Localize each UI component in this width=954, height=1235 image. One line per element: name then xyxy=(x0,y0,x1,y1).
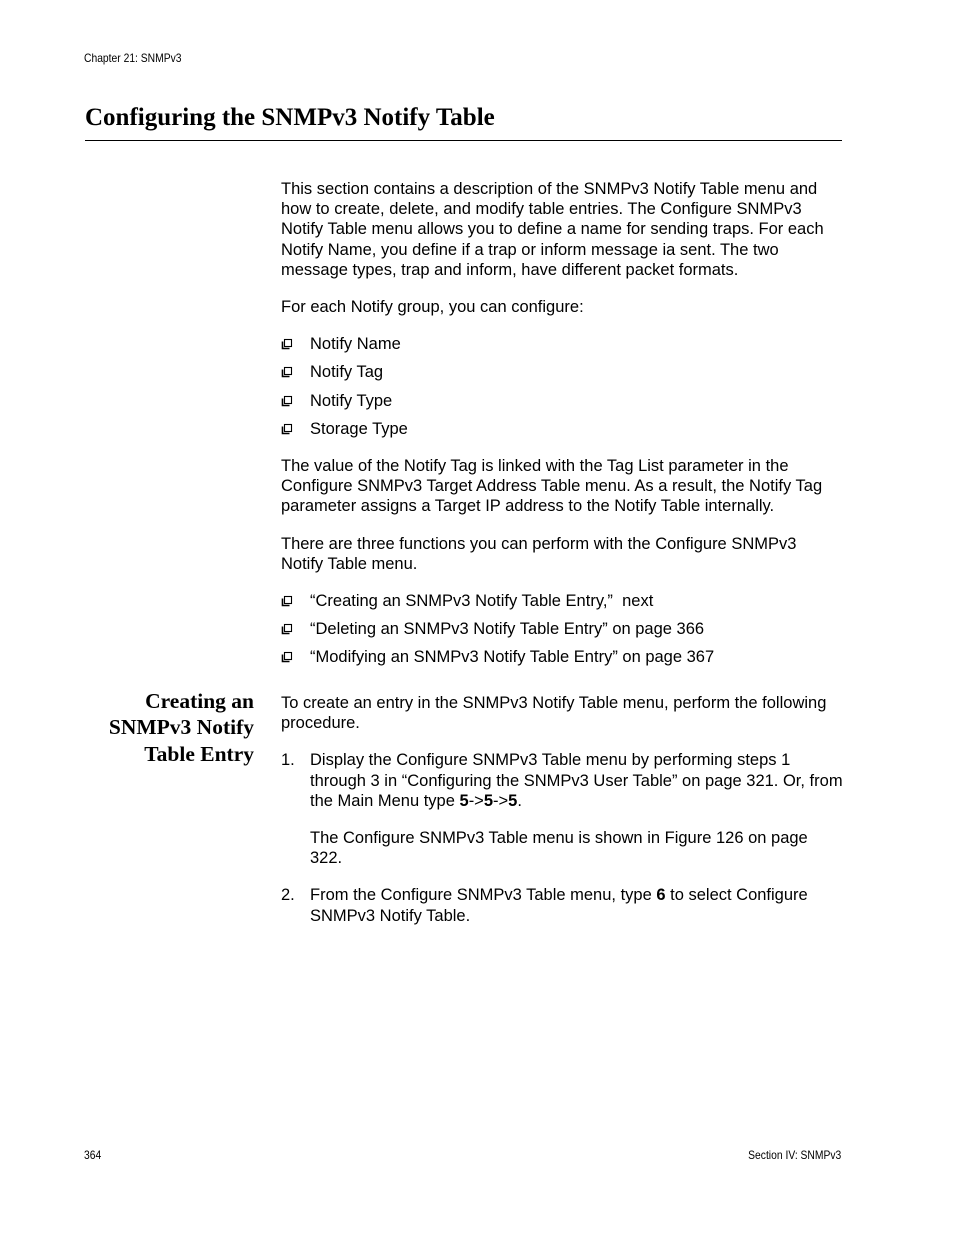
list-item-label: Notify Name xyxy=(310,335,401,354)
list-item xyxy=(281,419,843,439)
checkbox-bullet-icon xyxy=(281,623,293,635)
step-note: The Configure SNMPv3 Table menu is shown in Figure 126 on page 322. xyxy=(310,829,808,868)
list-item xyxy=(281,334,843,354)
page-title: Configuring the SNMPv3 Notify Table xyxy=(85,104,495,131)
list-item-label: Notify Tag xyxy=(310,363,384,382)
checkbox-bullet-icon xyxy=(281,595,293,607)
procedure-section xyxy=(281,693,843,926)
menu-key: 5 xyxy=(459,791,469,810)
section-heading-line: SNMPv3 Notify xyxy=(108,715,254,740)
intro-section xyxy=(281,179,843,668)
list-item xyxy=(281,391,843,411)
intro-paragraph-1: This section contains a description of the SNMPv3 Notify Table menu and how to create, delete, and modify table entries. The Configure SNMPv3 Notify Table menu allows you to define a name for sending traps. For each Notify Name, you define if a trap or inform message ia sent. The two message types, trap and inform, have different packet formats. xyxy=(281,180,824,279)
checkbox-bullet-icon xyxy=(281,423,293,435)
list-item-label: Notify Type xyxy=(310,391,393,410)
configurable-items-list xyxy=(281,334,843,439)
intro-paragraph-3: The value of the Notify Tag is linked with the Tag List parameter in the Configure SNMPv3 Target Address Table menu. As a result, the Notify Tag parameter assigns a Target IP address to the Notify Table internally. xyxy=(281,457,823,516)
menu-separator: -> xyxy=(493,791,509,810)
step-text-end: . xyxy=(517,791,522,810)
menu-key: 5 xyxy=(483,791,494,810)
step-text xyxy=(310,885,843,925)
step-text-end: to select Configure SNMPv3 Notify Table. xyxy=(310,886,808,925)
list-item xyxy=(281,591,843,611)
step-text xyxy=(310,750,843,811)
procedure-step xyxy=(281,750,843,868)
running-header: Chapter 21: SNMPv3 xyxy=(84,51,182,65)
menu-key: 6 xyxy=(656,886,666,905)
section-heading-line: Table Entry xyxy=(144,741,254,766)
intro-paragraph-4: There are three functions you can perform with the Configure SNMPv3 Notify Table menu. xyxy=(281,534,797,573)
list-item-label: Storage Type xyxy=(310,419,408,438)
procedure-step xyxy=(281,885,843,925)
step-number: 1. xyxy=(281,751,295,770)
list-item xyxy=(281,362,843,382)
list-item xyxy=(281,647,843,667)
procedure-intro: To create an entry in the SNMPv3 Notify Table menu, perform the following procedure. xyxy=(281,694,827,733)
section-heading-line: Creating an xyxy=(145,689,254,713)
checkbox-bullet-icon xyxy=(281,651,293,663)
title-rule xyxy=(85,140,842,141)
step-text-main: Display the Configure SNMPv3 Table menu by performing steps 1 through 3 in “Configuring the SNMPv3 User Table” on page 321. Or, from the Main Menu type xyxy=(310,751,843,810)
menu-separator: -> xyxy=(468,791,484,810)
cross-reference-link[interactable]: “Creating an SNMPv3 Notify Table Entry,” next xyxy=(310,592,654,611)
checkbox-bullet-icon xyxy=(281,395,293,407)
step-text-main: From the Configure SNMPv3 Table menu, type xyxy=(310,886,657,905)
menu-key: 5 xyxy=(508,791,518,810)
cross-reference-link[interactable]: “Deleting an SNMPv3 Notify Table Entry” on page 366 xyxy=(310,620,705,639)
checkbox-bullet-icon xyxy=(281,366,293,378)
section-heading xyxy=(90,688,254,767)
step-number: 2. xyxy=(281,886,295,905)
list-item xyxy=(281,619,843,639)
checkbox-bullet-icon xyxy=(281,338,293,350)
functions-list xyxy=(281,591,843,668)
cross-reference-link[interactable]: “Modifying an SNMPv3 Notify Table Entry” on page 367 xyxy=(310,648,715,667)
page-number: 364 xyxy=(84,1148,102,1162)
intro-paragraph-2: For each Notify group, you can configure: xyxy=(281,298,584,317)
footer-section-label: Section IV: SNMPv3 xyxy=(747,1148,841,1162)
